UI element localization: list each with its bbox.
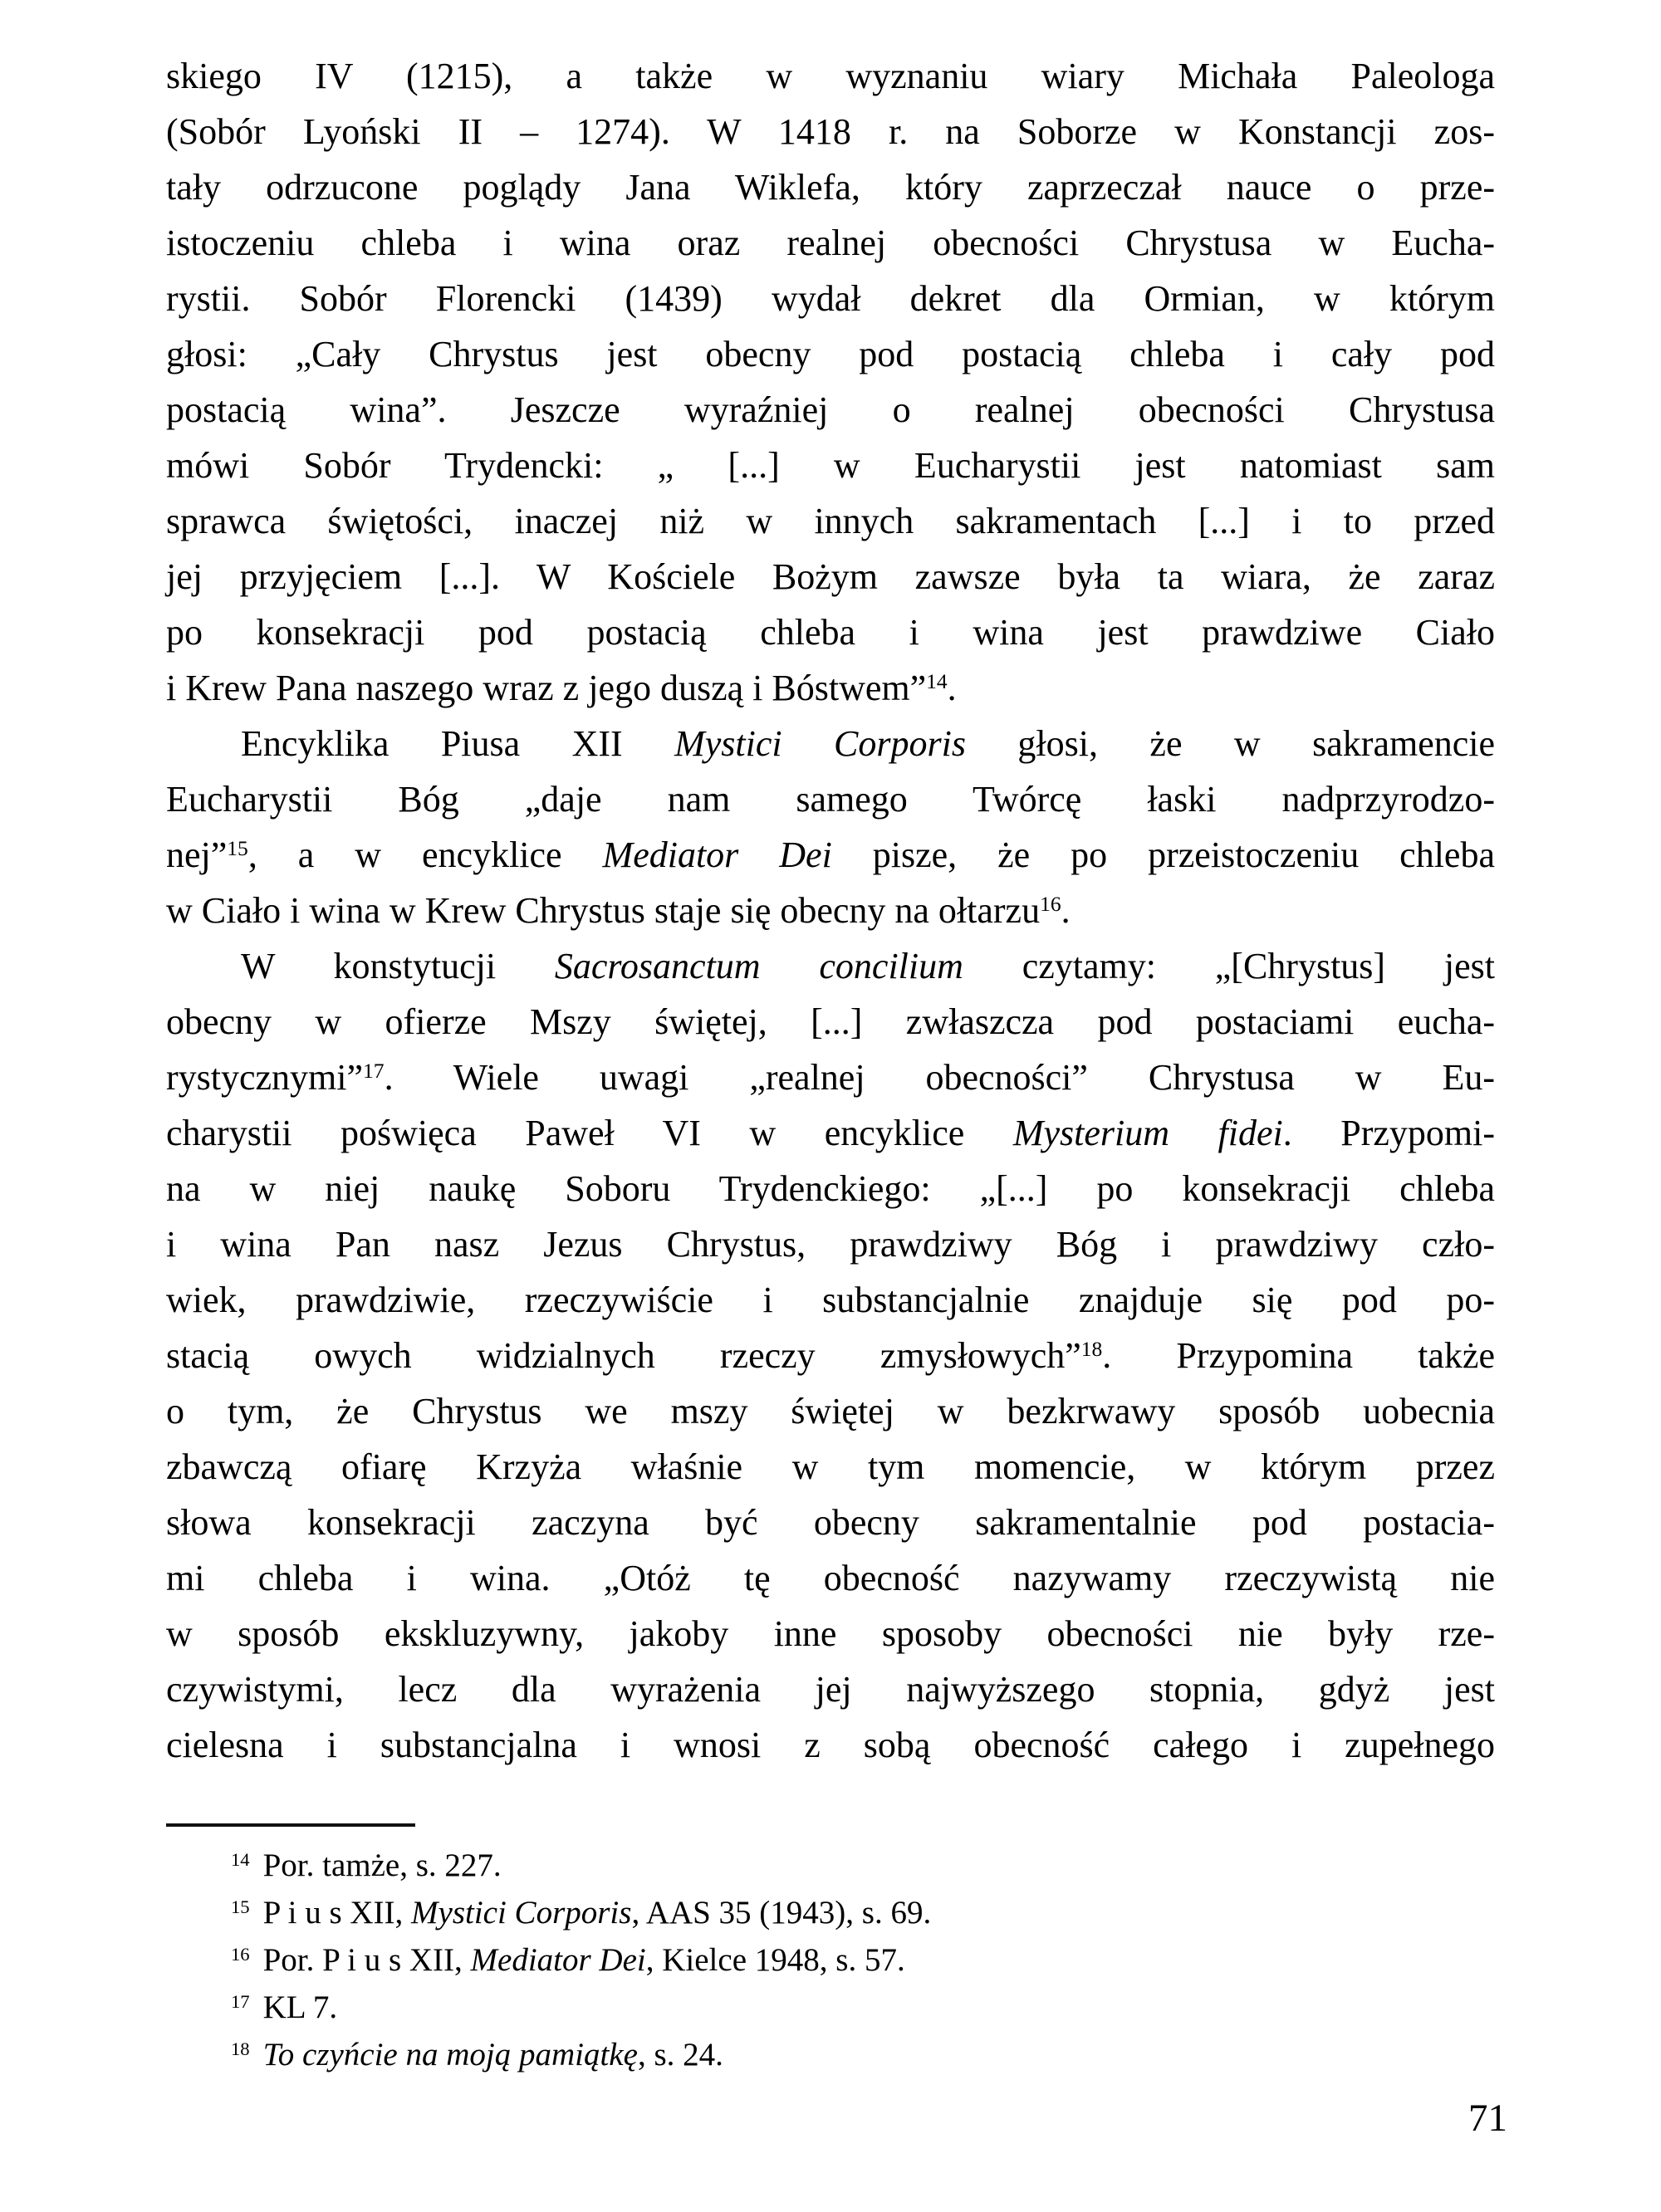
text-line — [166, 1161, 1495, 1216]
text-segment: mówi Sobór Trydencki: „ [...] w Eucharystii jest natomiast sam — [166, 445, 1495, 486]
italic-text: To czyńcie na moją pamiątkę — [262, 2037, 638, 2073]
text-segment: stacią owych widzialnych rzeczy zmysłowych” — [166, 1335, 1081, 1376]
text-segment: , AAS 35 (1943), s. 69. — [631, 1895, 932, 1931]
text-segment: na w niej naukę Soboru Trydenckiego: „[...] po konsekracji chleba — [166, 1168, 1495, 1209]
italic-text: Sacrosanctum concilium — [554, 946, 963, 986]
text-segment: P i u s XII, — [262, 1895, 412, 1931]
footnote-number: 18 — [231, 2038, 250, 2059]
text-segment: skiego IV (1215), a także w wyznaniu wiary Michała Paleologa — [166, 56, 1495, 96]
footnote-ref: 15 — [227, 835, 248, 860]
text-line — [166, 48, 1495, 104]
text-line — [166, 994, 1495, 1050]
footnote-line — [166, 1936, 1495, 1984]
text-segment: istoczeniu chleba i wina oraz realnej obecności Chrystusa w Eucha- — [166, 223, 1495, 263]
footnote-number: 15 — [231, 1896, 250, 1917]
italic-text: Mediator Dei — [602, 834, 832, 875]
text-segment: głosi: „Cały Chrystus jest obecny pod postacią chleba i cały pod — [166, 334, 1495, 374]
text-segment: w sposób ekskluzywny, jakoby inne sposoby obecności nie były rze- — [166, 1613, 1495, 1654]
text-line — [166, 1383, 1495, 1439]
text-line — [166, 382, 1495, 438]
text-segment: i Krew Pana naszego wraz z jego duszą i Bóstwem” — [166, 668, 927, 708]
text-line — [166, 1661, 1495, 1717]
footnote-ref: 17 — [363, 1058, 385, 1083]
text-segment: charystii poświęca Paweł VI w encyklice — [166, 1113, 1013, 1153]
text-segment: o tym, że Chrystus we mszy świętej w bezkrwawy sposób uobecnia — [166, 1391, 1495, 1431]
footnotes — [166, 1842, 1495, 2078]
text-segment: . — [947, 668, 957, 708]
footnote-ref: 18 — [1080, 1336, 1103, 1361]
footnote-number: 16 — [231, 1943, 250, 1965]
text-segment: mi chleba i wina. „Otóż tę obecność nazywamy rzeczywistą nie — [166, 1558, 1495, 1598]
text-line — [166, 716, 1495, 771]
text-segment: cielesna i substancjalna i wnosi z sobą obecność całego i zupełnego — [166, 1725, 1495, 1765]
text-line — [166, 827, 1495, 883]
text-line — [166, 1216, 1495, 1272]
text-line — [166, 326, 1495, 382]
text-segment: , Kielce 1948, s. 57. — [645, 1942, 905, 1978]
footnote-line — [166, 1984, 1495, 2031]
italic-text: Mysterium fidei — [1012, 1113, 1283, 1153]
text-segment: . Wiele uwagi „realnej obecności” Chrystusa w Eu- — [384, 1057, 1495, 1098]
text-line — [166, 604, 1495, 660]
italic-text: Mystici Corporis — [674, 723, 966, 764]
text-line — [166, 215, 1495, 271]
page-number: 71 — [1468, 2097, 1507, 2140]
text-line — [166, 549, 1495, 604]
text-segment: Por. tamże, s. 227. — [262, 1847, 502, 1883]
text-segment: głosi, że w sakramencie — [966, 723, 1496, 764]
text-line — [166, 1272, 1495, 1328]
text-line — [166, 271, 1495, 326]
text-line — [166, 660, 1495, 716]
text-segment: rystii. Sobór Florencki (1439) wydał dekret dla Ormian, w którym — [166, 278, 1495, 319]
text-segment: Encyklika Piusa XII — [241, 723, 675, 764]
text-segment: obecny w ofierze Mszy świętej, [...] zwłaszcza pod postaciami eucha- — [166, 1001, 1495, 1042]
footnote-line — [166, 1889, 1495, 1936]
footnote-ref: 14 — [926, 668, 948, 693]
text-segment: wiek, prawdziwie, rzeczywiście i substancjalnie znajduje się pod po- — [166, 1280, 1495, 1320]
footnote-number: 14 — [231, 1848, 250, 1870]
text-line — [166, 493, 1495, 549]
text-segment: postacią wina”. Jeszcze wyraźniej o realnej obecności Chrystusa — [166, 389, 1495, 430]
text-segment: po konsekracji pod postacią chleba i wina jest prawdziwe Ciało — [166, 612, 1495, 653]
text-line — [166, 1717, 1495, 1773]
text-segment: Por. P i u s XII, — [262, 1942, 471, 1978]
text-segment: zbawczą ofiarę Krzyża właśnie w tym momencie, w którym przez — [166, 1446, 1495, 1487]
text-segment: pisze, że po przeistoczeniu chleba — [831, 834, 1495, 875]
footnote-line — [166, 1842, 1495, 1889]
text-line — [166, 159, 1495, 215]
text-segment: . Przypomi- — [1282, 1113, 1495, 1153]
text-segment: sprawca świętości, inaczej niż w innych sakramentach [...] i to przed — [166, 501, 1495, 541]
text-line — [166, 938, 1495, 994]
text-segment: Eucharystii Bóg „daje nam samego Twórcę łaski nadprzyrodzo- — [166, 779, 1495, 820]
text-line — [166, 883, 1495, 938]
text-line — [166, 1105, 1495, 1161]
main-text — [166, 48, 1495, 1773]
text-segment: w Ciało i wina w Krew Chrystus staje się obecny na ołtarzu — [166, 890, 1041, 931]
text-segment: (Sobór Lyoński II – 1274). W 1418 r. na Soborze w Konstancji zos- — [166, 111, 1495, 152]
footnote-ref: 16 — [1040, 891, 1061, 916]
text-line — [166, 1495, 1495, 1550]
text-line — [166, 438, 1495, 493]
text-segment: czytamy: „[Chrystus] jest — [963, 946, 1495, 986]
italic-text: Mediator Dei — [470, 1942, 646, 1978]
italic-text: Mystici Corporis — [411, 1895, 632, 1931]
text-line — [166, 1439, 1495, 1495]
text-segment: czywistymi, lecz dla wyrażenia jej najwyższego stopnia, gdyż jest — [166, 1669, 1495, 1710]
text-segment: , a w encyklice — [247, 834, 603, 875]
text-segment: i wina Pan nasz Jezus Chrystus, prawdziwy Bóg i prawdziwy czło- — [166, 1224, 1495, 1265]
text-segment: . — [1061, 890, 1071, 931]
text-line — [166, 1606, 1495, 1661]
text-segment: jej przyjęciem [...]. W Kościele Bożym zawsze była ta wiara, że zaraz — [166, 556, 1495, 597]
text-segment: KL 7. — [262, 1989, 338, 2025]
text-segment: rystycznymi” — [166, 1057, 364, 1098]
footnote-number: 17 — [231, 1990, 250, 2012]
footnote-separator — [166, 1823, 415, 1827]
text-segment: tały odrzucone poglądy Jana Wiklefa, który zaprzeczał nauce o prze- — [166, 167, 1495, 208]
text-segment: nej” — [166, 834, 228, 875]
text-segment: . Przypomina także — [1102, 1335, 1495, 1376]
text-line — [166, 771, 1495, 827]
text-segment: słowa konsekracji zaczyna być obecny sakramentalnie pod postacia- — [166, 1502, 1495, 1543]
text-line — [166, 1050, 1495, 1105]
text-line — [166, 1550, 1495, 1606]
text-line — [166, 1328, 1495, 1383]
text-segment: W konstytucji — [241, 946, 555, 986]
footnote-line — [166, 2031, 1495, 2078]
text-line — [166, 104, 1495, 159]
text-segment: , s. 24. — [637, 2037, 723, 2073]
